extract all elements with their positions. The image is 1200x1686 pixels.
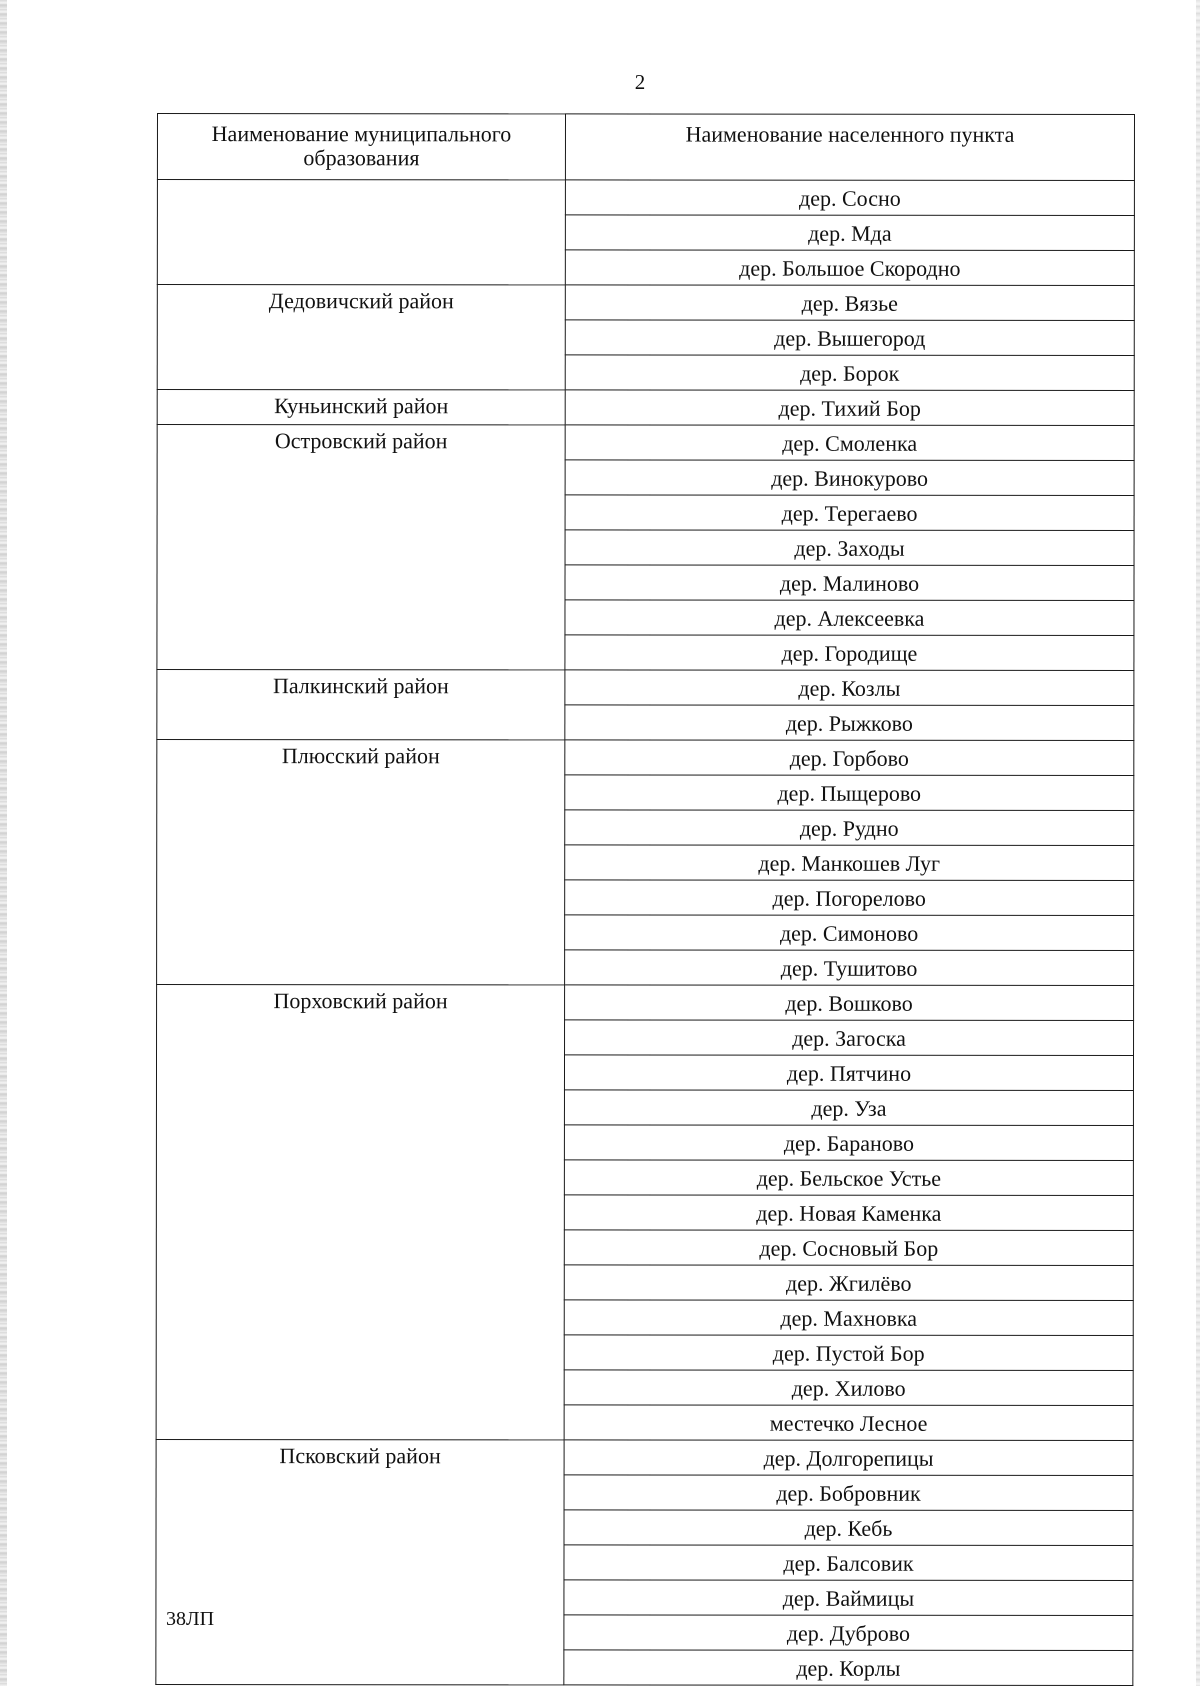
settlement-cell: дер. Мда [565, 215, 1134, 251]
table-row [157, 425, 1134, 461]
settlement-cell: дер. Сосно [565, 180, 1134, 216]
municipality-cell: Псковский район [156, 1439, 564, 1684]
settlement-cell: дер. Тихий Бор [565, 390, 1134, 426]
municipality-cell: Порховский район [156, 985, 564, 1440]
settlements-table [155, 113, 1135, 1686]
settlement-cell: дер. Симоново [565, 915, 1134, 951]
settlement-cell: дер. Сосновый Бор [564, 1230, 1133, 1266]
settlement-cell: местечко Лесное [564, 1405, 1133, 1441]
settlement-cell: дер. Тушитово [565, 950, 1134, 986]
municipality-cell: Палкинский район [157, 670, 565, 740]
settlement-cell: дер. Заходы [565, 530, 1134, 566]
header-settlement: Наименование населенного пункта [565, 114, 1134, 181]
settlement-cell: дер. Дуброво [564, 1615, 1133, 1651]
table-row [157, 390, 1134, 426]
settlement-cell: дер. Пятчино [564, 1055, 1133, 1091]
municipality-cell: Дедовичский район [157, 285, 565, 390]
settlement-cell: дер. Пустой Бор [564, 1335, 1133, 1371]
settlement-cell: дер. Бобровник [564, 1475, 1133, 1511]
settlement-cell: дер. Бараново [564, 1125, 1133, 1161]
settlements-table-container [155, 113, 1134, 1686]
settlement-cell: дер. Долгорепицы [564, 1440, 1133, 1476]
scan-edge-right [1196, 0, 1200, 1686]
table-header-row [157, 114, 1134, 181]
settlement-cell: дер. Смоленка [565, 425, 1134, 461]
settlement-cell: дер. Борок [565, 355, 1134, 391]
settlement-cell: дер. Вязье [565, 285, 1134, 321]
document-code: 38ЛП [166, 1608, 215, 1630]
settlement-cell: дер. Винокурово [565, 460, 1134, 496]
municipality-cell: Плюсский район [157, 740, 565, 985]
settlement-cell: дер. Большое Скородно [565, 250, 1134, 286]
settlement-cell: дер. Ваймицы [564, 1580, 1133, 1616]
table-row [156, 1439, 1133, 1475]
settlement-cell: дер. Манкошев Луг [565, 845, 1134, 881]
settlement-cell: дер. Хилово [564, 1370, 1133, 1406]
settlement-cell: дер. Жгилёво [564, 1265, 1133, 1301]
settlement-cell: дер. Кебь [564, 1510, 1133, 1546]
settlement-cell: дер. Вошково [565, 985, 1134, 1021]
settlement-cell: дер. Загоска [565, 1020, 1134, 1056]
municipality-cell: Островский район [157, 425, 565, 670]
settlement-cell: дер. Корлы [564, 1650, 1133, 1686]
settlement-cell: дер. Вышегород [565, 320, 1134, 356]
settlement-cell: дер. Уза [564, 1090, 1133, 1126]
table-body [156, 180, 1135, 1686]
settlement-cell: дер. Бельское Устье [564, 1160, 1133, 1196]
settlement-cell: дер. Козлы [565, 670, 1134, 706]
page-number: 2 [634, 70, 646, 94]
settlement-cell: дер. Малиново [565, 565, 1134, 601]
table-row [157, 180, 1134, 216]
settlement-cell: дер. Алексеевка [565, 600, 1134, 636]
table-row [157, 670, 1134, 706]
settlement-cell: дер. Погорелово [565, 880, 1134, 916]
settlement-cell: дер. Новая Каменка [564, 1195, 1133, 1231]
settlement-cell: дер. Городище [565, 635, 1134, 671]
header-municipality: Наименование муниципального образования [157, 114, 565, 180]
settlement-cell: дер. Рыжково [565, 705, 1134, 741]
municipality-cell: Куньинский район [157, 390, 565, 425]
table-row [157, 740, 1134, 776]
settlement-cell: дер. Махновка [564, 1300, 1133, 1336]
settlement-cell: дер. Терегаево [565, 495, 1134, 531]
table-row [157, 985, 1134, 1021]
settlement-cell: дер. Балсовик [564, 1545, 1133, 1581]
settlement-cell: дер. Горбово [565, 740, 1134, 776]
scan-edge-left [0, 0, 7, 1686]
municipality-cell [157, 180, 565, 285]
settlement-cell: дер. Пыщерово [565, 775, 1134, 811]
settlement-cell: дер. Рудно [565, 810, 1134, 846]
table-row [157, 285, 1134, 321]
